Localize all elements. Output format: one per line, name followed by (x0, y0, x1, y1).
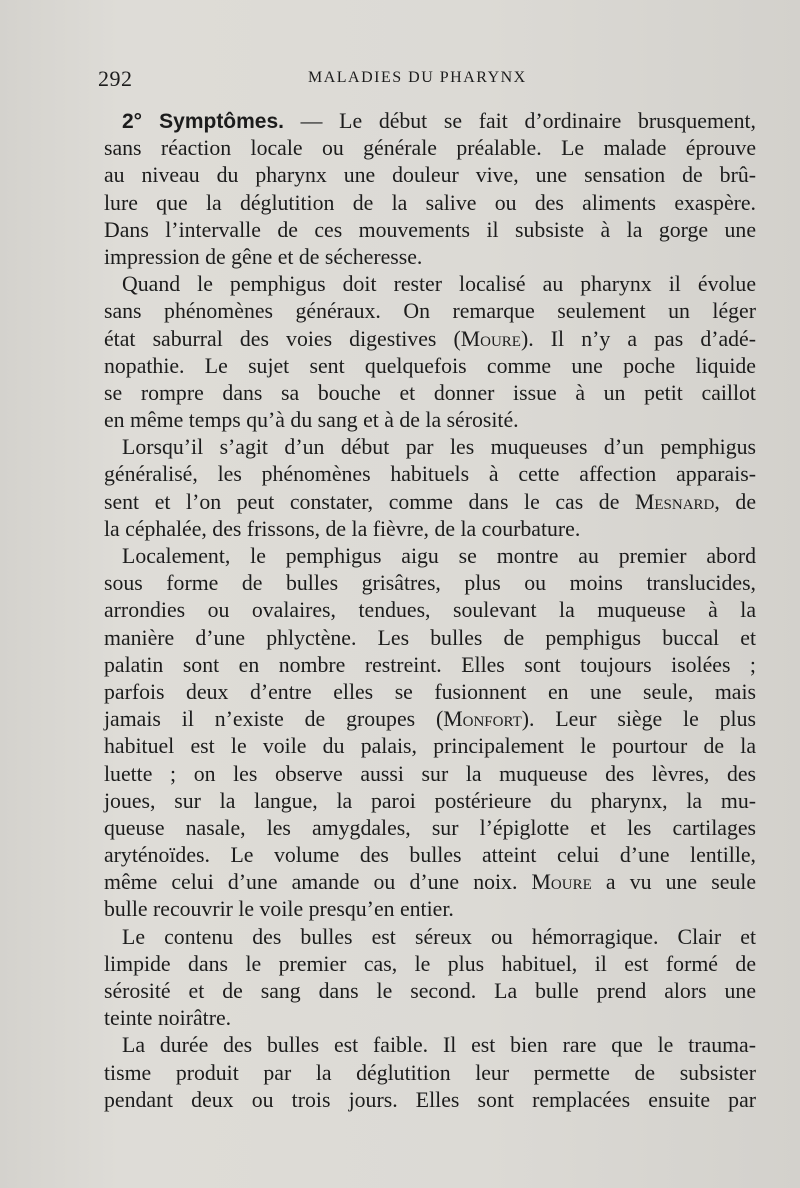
text-line: impression de gêne et de sécheresse. (104, 244, 423, 269)
text-line: aryténoïdes. Le volume des bulles atteint celui d’une lentille, (104, 843, 756, 868)
text-line: palatin sont en nombre restreint. Elles sont toujours isolées ; (104, 652, 756, 677)
heading-dash: — (284, 109, 340, 133)
text-line-content: Le début se fait d’ordinaire brusquement, (339, 109, 756, 133)
text-line: pendant deux ou trois jours. Elles sont remplacées ensuite par (104, 1087, 756, 1112)
text-line: sans réaction locale ou générale préalable. Le malade éprouve (104, 136, 756, 161)
text-line: nopathie. Le sujet sent quelquefois comme une poche liquide (104, 353, 756, 378)
text-line: La durée des bulles est faible. Il est bien rare que le trauma- (122, 1033, 756, 1058)
paragraph-local-signs (104, 543, 756, 924)
text-line: parfois deux d’entre elles se fusionnent en une seule, mais (104, 679, 756, 704)
text-line (104, 489, 756, 516)
text-line: généralisé, les phénomènes habituels à cette affection apparais- (104, 462, 756, 487)
text-line: bulle recouvrir le voile presqu’en entier. (104, 897, 454, 922)
text-line: en même temps qu’à du sang et à de la sérosité. (104, 408, 519, 433)
page-number: 292 (98, 66, 133, 91)
text-line: la céphalée, des frissons, de la fièvre, de la courbature. (104, 516, 581, 541)
text-line-content: a vu une seule (591, 870, 757, 895)
text-line (104, 706, 756, 733)
author-name: Moure (531, 870, 592, 895)
text-line: Le contenu des bulles est séreux ou hémorragique. Clair et (122, 924, 756, 949)
text-line: au niveau du pharynx une douleur vive, une sensation de brû- (104, 163, 756, 188)
text-line: queuse nasale, les amygdales, sur l’épiglotte et les cartilages (104, 815, 756, 840)
paragraph-generalized (104, 434, 756, 543)
text-line: Localement, le pemphigus aigu se montre au premier abord (122, 544, 756, 568)
text-line: manière d’une phlyctène. Les bulles de pemphigus buccal et (104, 625, 756, 650)
text-line-content: , de (714, 489, 756, 514)
paragraph-contents (104, 924, 756, 1033)
text-line: arrondies ou ovalaires, tendues, soulevant la muqueuse à la (104, 598, 756, 623)
text-line: Dans l’intervalle de ces mouvements il subsiste à la gorge une (104, 217, 756, 242)
text-line: Quand le pemphigus doit rester localisé au pharynx il évolue (122, 272, 756, 297)
section-heading: 2° Symptômes. (122, 110, 285, 133)
text-line: lure que la déglutition de la salive ou des aliments exaspère. (104, 190, 756, 215)
paragraph-duration (104, 1032, 756, 1114)
text-line: joues, sur la langue, la paroi postérieure du pharynx, la mu- (104, 788, 756, 813)
text-line: sans phénomènes généraux. On remarque seulement un léger (104, 299, 756, 324)
text-line-content: ). Il n’y a pas d’adé- (520, 326, 756, 351)
text-line-content: jamais il n’existe de groupes ( (104, 707, 444, 732)
text-line: habituel est le voile du palais, principalement le pourtour de la (104, 734, 756, 759)
body-text (104, 108, 756, 1114)
text-line (104, 108, 756, 135)
running-head: MALADIES DU PHARYNX (308, 69, 527, 86)
text-line (104, 869, 756, 896)
text-line: luette ; on les observe aussi sur la muqueuse des lèvres, des (104, 761, 756, 786)
text-line: sérosité et de sang dans le second. La bulle prend alors une (104, 979, 756, 1003)
author-name: Moure (460, 326, 521, 351)
text-line-content: ). Leur siège le plus (521, 707, 756, 732)
text-line: limpide dans le premier cas, le plus habituel, il est formé de (104, 951, 756, 976)
page-header (98, 66, 758, 96)
text-line: Lorsqu’il s’agit d’un début par les muqueuses d’un pemphigus (122, 435, 756, 460)
text-line: tisme produit par la déglutition leur permette de subsister (104, 1060, 756, 1085)
author-name: Monfort (443, 707, 522, 732)
text-line: se rompre dans sa bouche et donner issue à un petit caillot (104, 380, 756, 405)
text-line: teinte noirâtre. (104, 1006, 232, 1031)
text-line: sous forme de bulles grisâtres, plus ou moins translucides, (104, 571, 756, 596)
paragraph-localized (104, 271, 756, 434)
text-line-content: sent et l’on peut constater, comme dans le cas de (104, 489, 635, 514)
paragraph-symptoms (104, 108, 756, 271)
author-name: Mesnard (634, 489, 715, 514)
text-line-content: état saburral des voies digestives ( (104, 326, 461, 351)
text-line (104, 326, 756, 353)
text-line-content: même celui d’une amande ou d’une noix. (104, 870, 532, 895)
